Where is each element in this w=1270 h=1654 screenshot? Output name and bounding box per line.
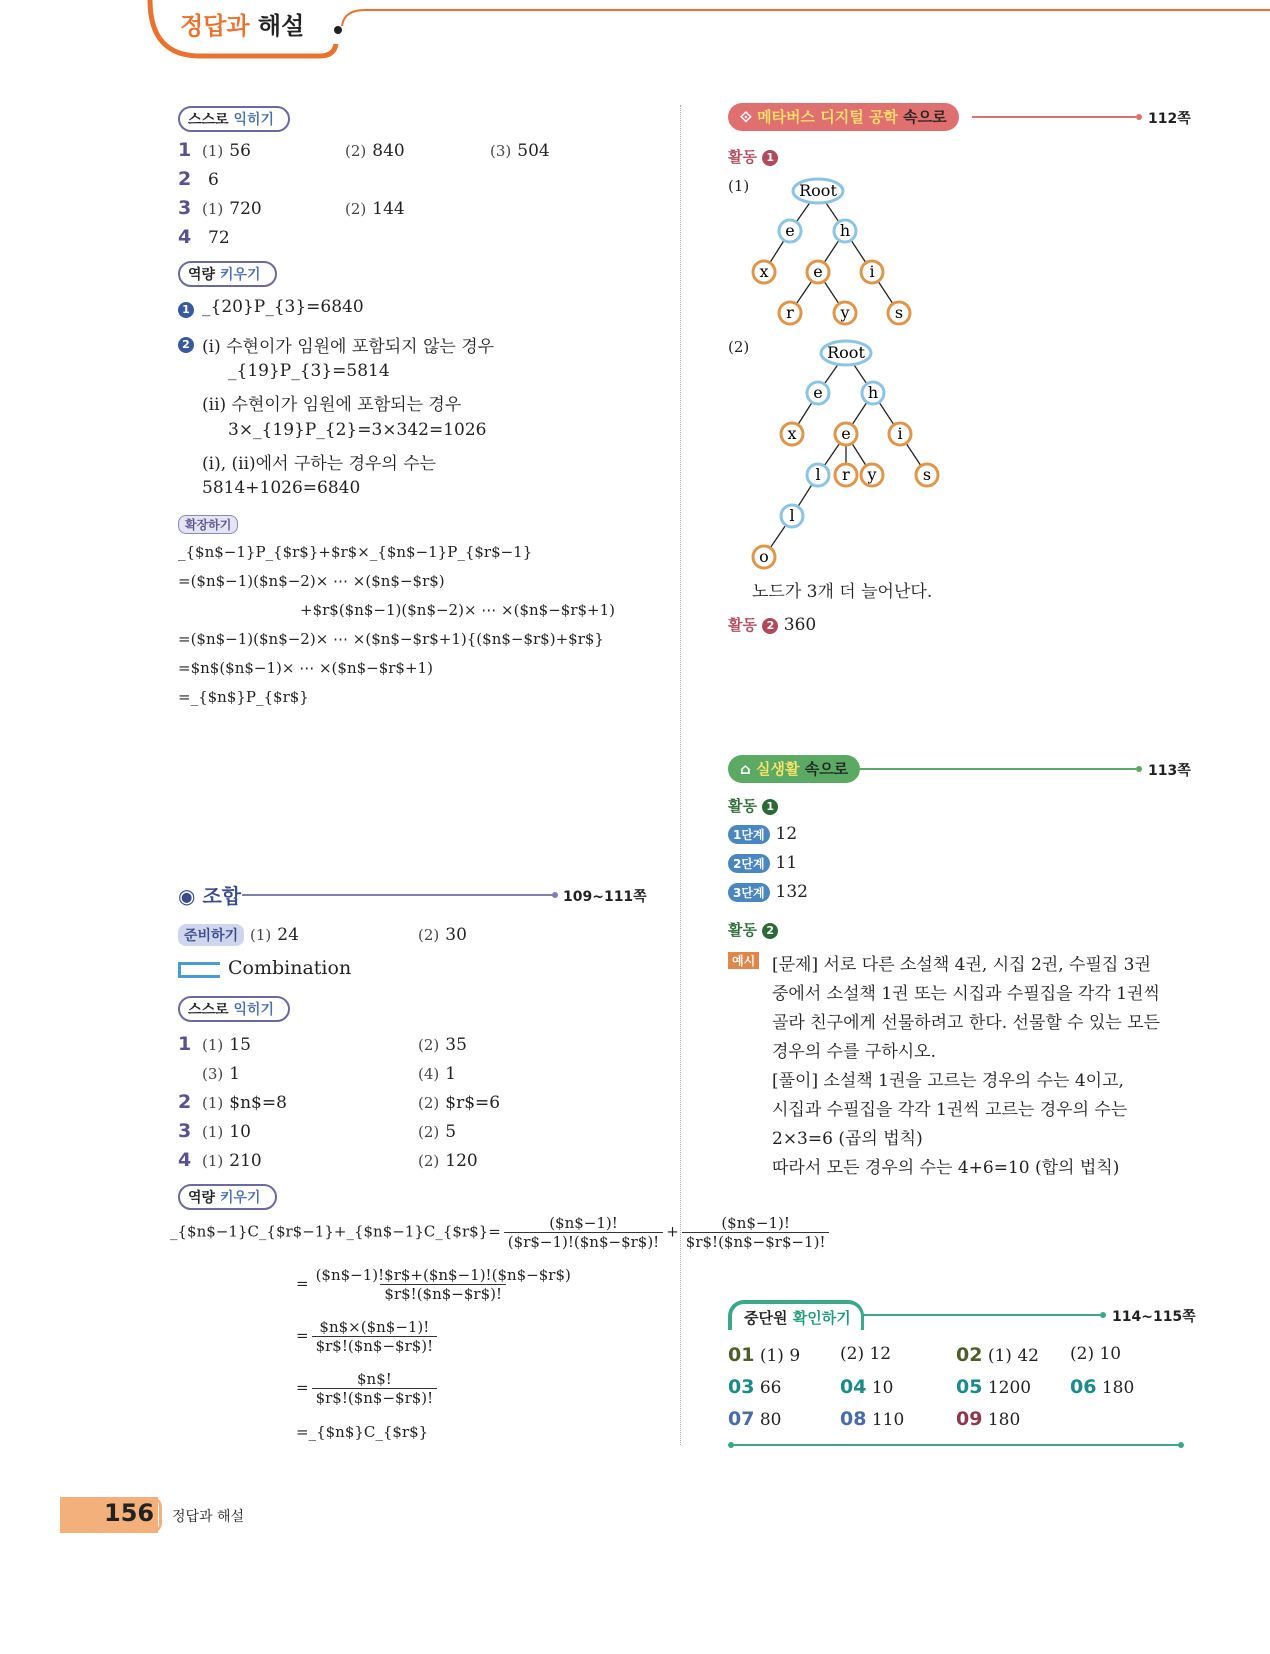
answer-item: (1) 210 <box>202 1151 262 1171</box>
denominator: $r$!($n$−$r$)! <box>380 1284 506 1303</box>
tree-node-label: r <box>786 303 794 322</box>
section-bullet-icon: ◉ <box>178 884 196 908</box>
house-icon: ⌂ <box>740 760 751 778</box>
answer-item: (4) 1 <box>418 1064 457 1084</box>
answer-value: 120 <box>445 1151 478 1171</box>
solution-line: (ii) 수현이가 임원에 포함되는 경우 <box>202 395 462 415</box>
activity-2-label: 활동 2 <box>728 919 778 940</box>
capacity-label-2: 역량 키우기 <box>178 1184 277 1210</box>
tree-node-label: i <box>897 424 903 443</box>
solution-line: _{20}P_{3}=6840 <box>202 297 364 317</box>
prep-answer: (1) 24 <box>250 925 299 945</box>
extend-label: 확장하기 <box>178 515 238 534</box>
capacity-label: 역량 키우기 <box>178 261 277 287</box>
denominator: $r$!($n$−$r$−1)! <box>682 1232 830 1251</box>
answer-value: 1 <box>229 1064 241 1084</box>
proof-line: _{$n$−1}P_{$r$}+$r$×_{$n$−1}P_{$r$−1} <box>178 543 533 561</box>
review-answer: 03 66 <box>728 1376 782 1398</box>
question-number: 3 <box>178 1120 192 1142</box>
tree-node-label: i <box>869 262 875 281</box>
review-header: 중단원 확인하기 <box>744 1309 851 1327</box>
section-rule <box>242 894 554 896</box>
answer-item: (2) 5 <box>418 1122 457 1142</box>
review-answer: 02 (1) 42 <box>956 1344 1039 1366</box>
proof-line: +$r$($n$−1)($n$−2)× ⋯ ×($n$−$r$+1) <box>300 601 616 619</box>
activity-1-label: 활동 1 <box>728 795 778 816</box>
derivation-result: =_{$n$}C_{$r$} <box>296 1423 429 1441</box>
tree-node-label: Root <box>799 181 837 200</box>
derivation-step: = $\frac{\$n\$!}{\$r\$!(\$n\$-\$r\$)!}$ <box>296 1370 440 1407</box>
page-header-title: 정답과 해설 <box>180 12 305 40</box>
numerator: ($n$−1)! <box>549 1214 618 1232</box>
step-badge: 1단계 <box>728 825 770 844</box>
tree-node-label: h <box>839 221 851 240</box>
numerator: $n$! <box>356 1370 392 1388</box>
step-badge: 3단계 <box>728 883 770 902</box>
rule-dot <box>1136 766 1142 772</box>
rule-dot <box>1100 1312 1106 1318</box>
solution-line: (i) 수현이가 임원에 포함되지 않는 경우 <box>202 337 495 357</box>
page-number: 156 <box>104 1499 155 1527</box>
reallife-header: ⌂ 실생활 속으로 <box>728 755 860 783</box>
answer-value: 720 <box>229 199 262 219</box>
question-number: 1 <box>178 139 192 161</box>
solution-line: _{19}P_{3}=5814 <box>228 361 390 381</box>
section-pages: 113쪽 <box>1148 763 1191 779</box>
question-number: 1 <box>178 1033 192 1055</box>
answer-item: (1) 720 <box>202 199 262 219</box>
section-pages: 114~115쪽 <box>1112 1309 1196 1325</box>
fraction <box>312 1370 438 1407</box>
section-pages: 112쪽 <box>1148 111 1191 127</box>
answer-value: $n$=8 <box>229 1093 287 1113</box>
review-answer: 07 80 <box>728 1408 782 1430</box>
review-answer: 05 1200 <box>956 1376 1032 1398</box>
review-bottom-rule <box>730 1444 1182 1446</box>
rule-dot <box>1178 1442 1184 1448</box>
fraction <box>504 1214 663 1251</box>
tree-node-label: y <box>840 303 850 322</box>
answer-item: (3) 504 <box>490 141 550 161</box>
answer-value: 6 <box>208 170 219 190</box>
answer-item: (2) 840 <box>345 141 405 161</box>
denominator: $r$!($n$−$r$)! <box>312 1336 438 1355</box>
prep-label: 준비하기 <box>178 924 244 946</box>
rule-dot <box>728 1442 734 1448</box>
tree-node-label: Root <box>827 343 865 362</box>
example-line: 중에서 소설책 1권 또는 시집과 수필집을 각각 1권씩 <box>772 984 1160 1004</box>
question-number: 3 <box>178 197 192 219</box>
rule-dot <box>552 892 558 898</box>
answer-item: (1) 15 <box>202 1035 251 1055</box>
solution-line: (i), (ii)에서 구하는 경우의 수는 <box>202 454 437 474</box>
solution-line: 3×_{19}P_{2}=3×342=1026 <box>228 420 487 440</box>
proof-line: =$n$($n$−1)× ⋯ ×($n$−$r$+1) <box>178 659 433 677</box>
step-answer: 3단계 132 <box>728 882 808 902</box>
step-badge: 2단계 <box>728 854 770 873</box>
example-line: 따라서 모든 경우의 수는 4+6=10 (합의 법칙) <box>772 1158 1120 1178</box>
review-answer: (2) 10 <box>1070 1344 1122 1364</box>
review-answer: 09 180 <box>956 1408 1021 1430</box>
answer-value: 15 <box>229 1035 251 1055</box>
numerator: ($n$−1)!$r$+($n$−1)!($n$−$r$) <box>315 1266 571 1284</box>
tree-node-label: x <box>787 424 797 443</box>
example-line: [풀이] 소설책 1권을 고르는 경우의 수는 4이고, <box>772 1071 1124 1091</box>
example-line: [문제] 서로 다른 소설책 4권, 시집 2권, 수필집 3권 <box>772 955 1151 975</box>
denominator: $r$!($n$−$r$)! <box>312 1388 438 1407</box>
question-number: 2 <box>178 1091 192 1113</box>
numerator: $n$×($n$−1)! <box>319 1318 430 1336</box>
answer-value: 56 <box>229 141 251 161</box>
review-answer: 06 180 <box>1070 1376 1135 1398</box>
answer-item: (2) 120 <box>418 1151 478 1171</box>
step-answer: 1단계 12 <box>728 824 797 844</box>
proof-line: =($n$−1)($n$−2)× ⋯ ×($n$−$r$) <box>178 572 445 590</box>
answer-value: 504 <box>517 141 550 161</box>
review-answer: 08 110 <box>840 1408 905 1430</box>
answer-value: 10 <box>229 1122 251 1142</box>
header-rule <box>862 1314 1102 1316</box>
page-tab-bracket <box>152 1497 162 1533</box>
answer-value: 144 <box>372 199 405 219</box>
derivation-step: = $\frac{(\$n\$-1)!\$r\$+(\$n\$-1)!(\$n\$-\$r\$)}{\$r\$!(\$n\$-\$r\$)!}$ <box>296 1266 578 1303</box>
conclusion-text: 노드가 3개 더 늘어난다. <box>752 582 933 602</box>
answer-value: 5 <box>445 1122 457 1142</box>
example-line: 경우의 수를 구하시오. <box>772 1042 937 1062</box>
fraction <box>312 1266 575 1303</box>
answer-value: 1 <box>445 1064 457 1084</box>
tree-node-label: s <box>922 465 932 484</box>
proof-line: =($n$−1)($n$−2)× ⋯ ×($n$−$r$+1){($n$−$r$)+$r$} <box>178 630 604 648</box>
proof-line: =_{$n$}P_{$r$} <box>178 688 309 706</box>
answer-item: (3) 1 <box>202 1064 241 1084</box>
self-practice-label-2: 스스로 익히기 <box>178 996 290 1022</box>
denominator: ($r$−1)!($n$−$r$)! <box>504 1232 663 1251</box>
marker-icon: 2 <box>178 334 194 354</box>
tree-node-label: e <box>813 383 823 402</box>
answer-value: 210 <box>229 1151 262 1171</box>
section-pages: 109~111쪽 <box>563 889 647 905</box>
review-answer: 04 10 <box>840 1376 894 1398</box>
question-number: 2 <box>178 168 192 190</box>
trie-tree-2 <box>0 0 1270 600</box>
review-answer: 01 (1) 9 <box>728 1344 801 1366</box>
answer-value: 72 <box>208 228 230 248</box>
example-line: 골라 친구에게 선물하려고 한다. 선물할 수 있는 모든 <box>772 1013 1161 1033</box>
prep-answer: (2) 30 <box>418 925 467 945</box>
keyword-text: Combination <box>228 957 352 979</box>
tree-node-label: l <box>815 465 821 484</box>
footer-label: 정답과 해설 <box>172 1509 245 1525</box>
header-rule <box>860 768 1136 770</box>
answer-value: 840 <box>372 141 405 161</box>
sub-label: (1) <box>728 177 750 195</box>
tree-node-label: h <box>867 383 879 402</box>
keyword-icon <box>178 962 220 978</box>
tree-node-label: e <box>841 424 851 443</box>
answer-item: (1) $n$=8 <box>202 1093 287 1113</box>
tree-node-label: l <box>789 506 795 525</box>
derivation-step: = $\frac{\$n\$\times(\$n\$-1)!}{\$r\$!(\$n\$-\$r\$)!}$ <box>296 1318 440 1355</box>
self-practice-label: 스스로 익히기 <box>178 106 290 132</box>
section-title: ◉ 조합 <box>178 884 242 908</box>
tree-node-label: o <box>759 547 769 566</box>
tree-node-label: y <box>867 465 877 484</box>
combination-identity: _{$n$−1}C_{$r$−1}+_{$n$−1}C_{$r$}= $\frac{(\$n\$-1)!}{(\$r\$-1)!(\$n\$-\$r\$)!}$ + $\frac{(\$n\$-1)!}{\$r\$!(\$n\$-\$r\$-1)!}$ <box>170 1214 832 1251</box>
marker-icon: 1 <box>178 299 194 319</box>
metaverse-icon: ⟐ <box>740 108 752 126</box>
numerator: ($n$−1)! <box>721 1214 790 1232</box>
answer-item: (2) $r$=6 <box>418 1093 501 1113</box>
tree-node-label: x <box>759 262 769 281</box>
activity-2-answer: 활동 2 360 <box>728 615 817 635</box>
question-number: 4 <box>178 1149 192 1171</box>
answer-value: 35 <box>445 1035 467 1055</box>
fraction <box>312 1318 438 1355</box>
metaverse-header: ⟐ 메타버스 디지털 공학 속으로 <box>728 103 959 131</box>
question-number: 4 <box>178 226 192 248</box>
answer-item: (2) 35 <box>418 1035 467 1055</box>
step-answer: 2단계 11 <box>728 853 797 873</box>
review-answer: (2) 12 <box>840 1344 892 1364</box>
answer-item: (1) 10 <box>202 1122 251 1142</box>
fraction <box>682 1214 830 1251</box>
tree-node-label: e <box>785 221 795 240</box>
example-line: 시집과 수필집을 각각 1권씩 고르는 경우의 수는 <box>772 1100 1128 1120</box>
tree-node-label: r <box>842 465 850 484</box>
sub-label: (2) <box>728 338 750 356</box>
solution-line: 5814+1026=6840 <box>202 478 361 498</box>
example-line: 2×3=6 (곱의 법칙) <box>772 1129 923 1149</box>
tree-node-label: e <box>813 262 823 281</box>
tree-node-label: s <box>894 303 904 322</box>
example-badge: 예시 <box>728 952 759 969</box>
answer-value: $r$=6 <box>445 1093 501 1113</box>
answer-item: (1) 56 <box>202 141 251 161</box>
answer-item: (2) 144 <box>345 199 405 219</box>
activity-1-label: 활동 1 <box>728 146 778 167</box>
